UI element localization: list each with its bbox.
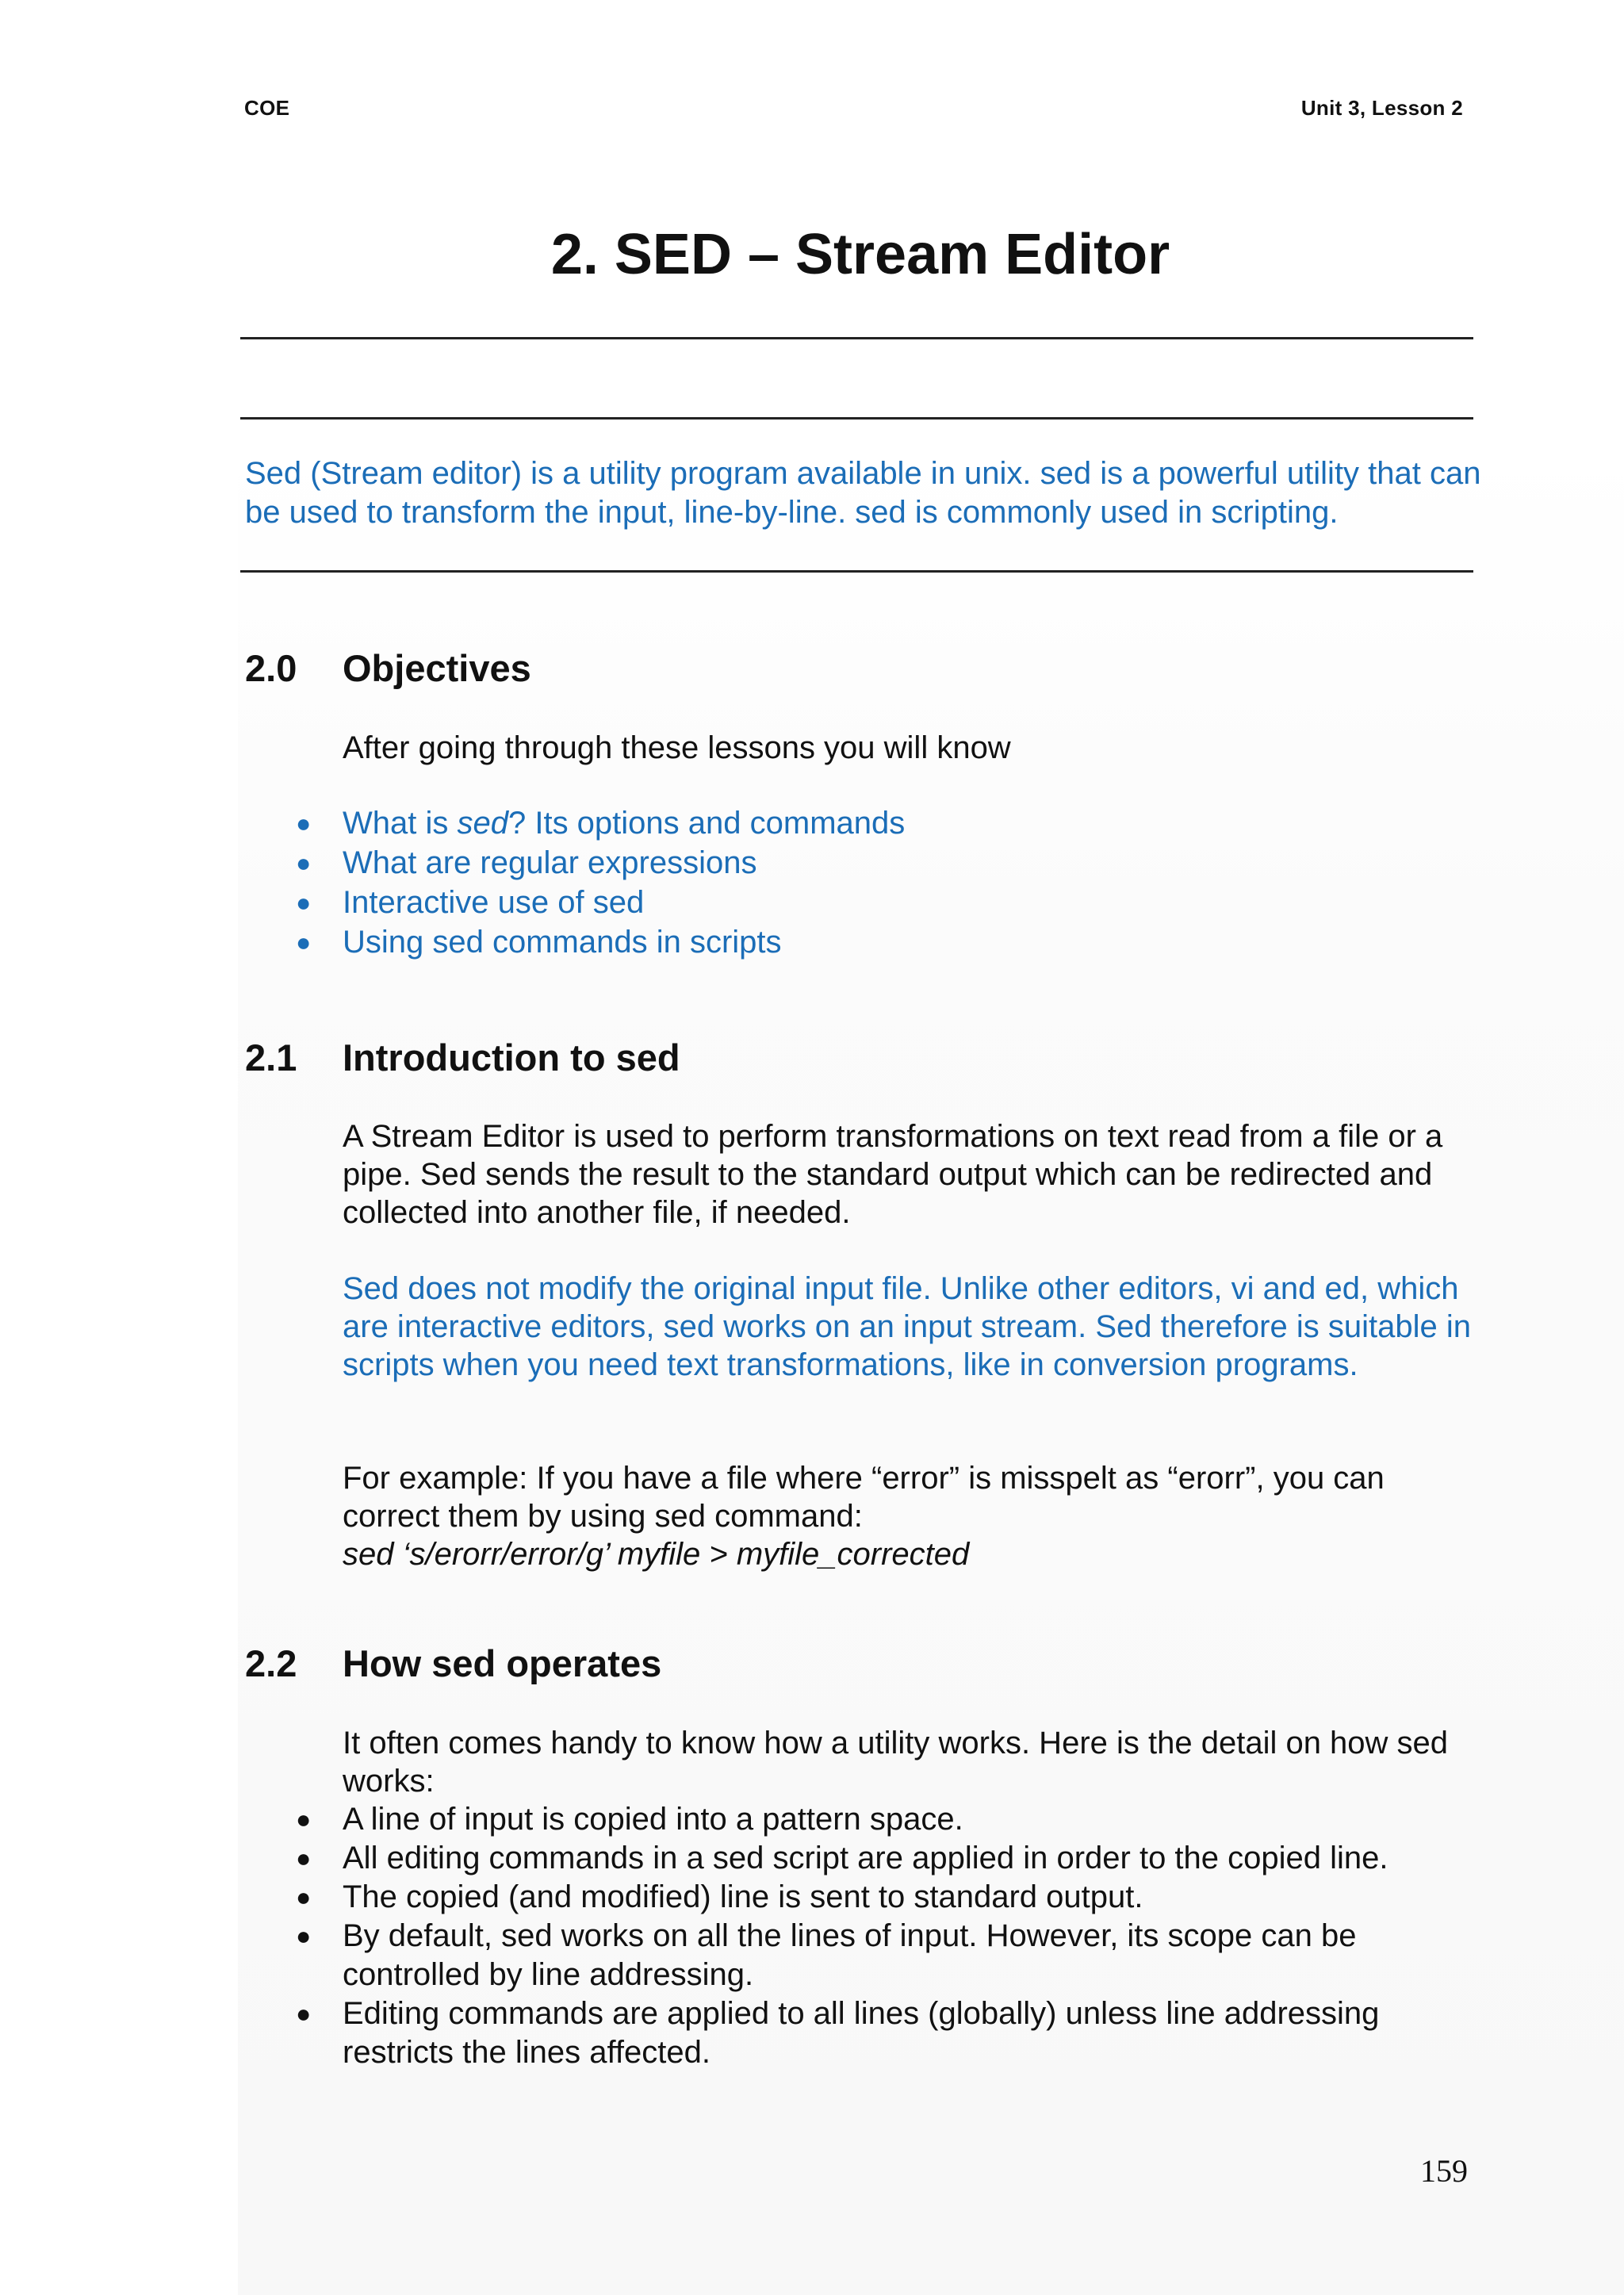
abstract-text: Sed (Stream editor) is a utility program available in unix. sed is a powerful utility that can be used to transform the input, line-by-line. sed is commonly used in scripting. [245,456,1481,530]
bullet-icon: ● [296,928,312,956]
bullet-icon: ● [296,809,312,837]
list-item: ● The copied (and modified) line is sent to standard output. [293,1878,1491,1917]
header-left: COE [244,96,290,120]
section-title: How sed operates [343,1642,662,1684]
list-item: ● Using sed commands in scripts [293,922,1491,962]
list-item: ● A line of input is copied into a pattern space. [293,1800,1491,1839]
bullet-icon: ● [296,849,312,877]
page-title: 2. SED – Stream Editor [550,223,1170,286]
bullet-icon: ● [296,1883,312,1911]
bullet-icon: ● [296,1921,312,1950]
list-item: ● All editing commands in a sed script are applied in order to the copied line. [293,1839,1491,1878]
divider-abstract-top [240,417,1473,420]
sed-example-command: sed ‘s/erorr/error/g’ myfile > myfile_corrected [343,1537,970,1572]
divider-top [240,337,1473,339]
bullet-icon: ● [296,1844,312,1872]
list-item: ● By default, sed works on all the lines of input. However, its scope can be controlled by line addressing. [296,1918,1357,1992]
section-heading-intro [245,1036,680,1079]
section-number: 2.0 [245,647,297,689]
section-title: Introduction to sed [343,1036,680,1079]
list-item: ● Interactive use of sed [293,883,1491,922]
bullet-icon: ● [296,1805,312,1833]
intro-paragraph-3: For example: If you have a file where “error” is misspelt as “erorr”, you can correct them by using sed command: sed ‘s/erorr/error/g’ myfile > myfile_corrected [343,1461,1385,1572]
bullet-icon: ● [296,1999,312,2028]
operation-intro: It often comes handy to know how a utility works. Here is the detail on how sed works: [343,1726,1449,1799]
section-heading-objectives [245,646,531,690]
intro-paragraph-1: A Stream Editor is used to perform transformations on text read from a file or a pipe. Sed sends the result to the standard output which can be redirected and collected into another file, if needed. [343,1119,1443,1230]
operation-list [293,1800,1491,2072]
objectives-list [293,803,1491,962]
section-title: Objectives [343,647,531,689]
section-heading-operation [245,1642,661,1685]
divider-abstract-bottom [240,570,1473,573]
page-number: 159 [1420,2153,1468,2189]
bullet-icon: ● [296,888,312,917]
intro-paragraph-2: Sed does not modify the original input file. Unlike other editors, vi and ed, which are interactive editors, sed works on an input stream. Sed therefore is suitable in scripts when you need text transformations, like in conversion programs. [343,1271,1471,1382]
section-number: 2.1 [245,1036,297,1079]
objectives-intro: After going through these lessons you will know [343,730,1011,765]
header-right: Unit 3, Lesson 2 [1300,96,1463,120]
list-item: ● What are regular expressions [293,843,1491,883]
list-item: ● What is sed? Its options and commands [293,803,1491,843]
section-number: 2.2 [245,1642,297,1684]
list-item: ● Editing commands are applied to all lines (globally) unless line addressing restricts the lines affected. [296,1996,1380,2070]
